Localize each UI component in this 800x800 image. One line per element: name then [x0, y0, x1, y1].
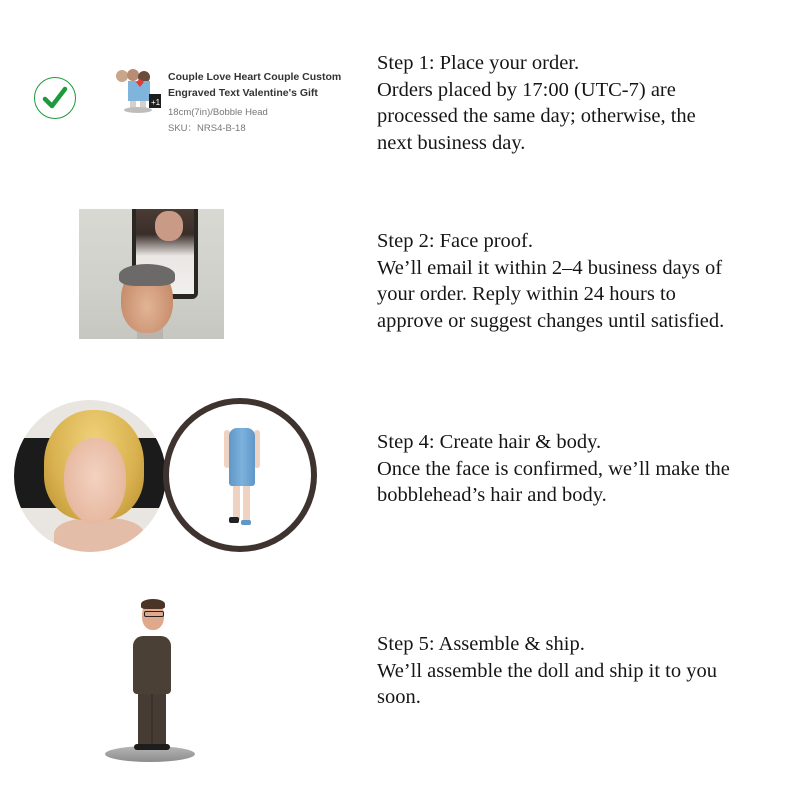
step-line: soon. — [377, 686, 421, 708]
step-4-text — [377, 429, 730, 509]
step-line: Once the face is confirmed, we’ll make the — [377, 457, 730, 480]
face-proof-photo — [79, 209, 224, 339]
step-line: processed the same day; otherwise, the — [377, 105, 696, 127]
product-title-line-1: Couple Love Heart Couple Custom — [168, 71, 342, 83]
finished-bobblehead-figure — [100, 596, 200, 768]
step-line: approve or suggest changes until satisfied. — [377, 309, 725, 332]
check-circle-icon — [34, 77, 76, 119]
step-line: your order. Reply within 24 hours to — [377, 283, 676, 305]
step-5-text — [377, 631, 717, 711]
step-line: Orders placed by 17:00 (UTC-7) are — [377, 78, 676, 101]
step-title: Step 4: Create hair & body. — [377, 431, 602, 453]
step-line: next business day. — [377, 131, 526, 154]
step-title: Step 1: Place your order. — [377, 52, 580, 74]
product-sku: SKU：NRS4-B-18 — [168, 123, 246, 134]
step-title: Step 2: Face proof. — [377, 230, 533, 252]
checkmark-icon — [42, 85, 68, 111]
product-variant: 18cm(7in)/Bobble Head — [168, 107, 268, 118]
step-line: We’ll email it within 2–4 business days of — [377, 256, 723, 279]
step-line: We’ll assemble the doll and ship it to you — [377, 659, 717, 682]
step-title: Step 5: Assemble & ship. — [377, 633, 585, 655]
product-title-line-2: Engraved Text Valentine's Gift — [168, 87, 318, 99]
product-thumbnail — [114, 68, 164, 114]
quantity-badge: +1 — [151, 98, 161, 107]
step-1-text — [377, 50, 696, 156]
hair-sculpt-circle — [14, 400, 166, 552]
blue-dress — [229, 428, 255, 486]
order-product-info — [168, 69, 341, 137]
step-line: bobblehead’s hair and body. — [377, 484, 607, 506]
body-sculpt-circle — [163, 398, 317, 552]
step-2-text — [377, 228, 724, 334]
